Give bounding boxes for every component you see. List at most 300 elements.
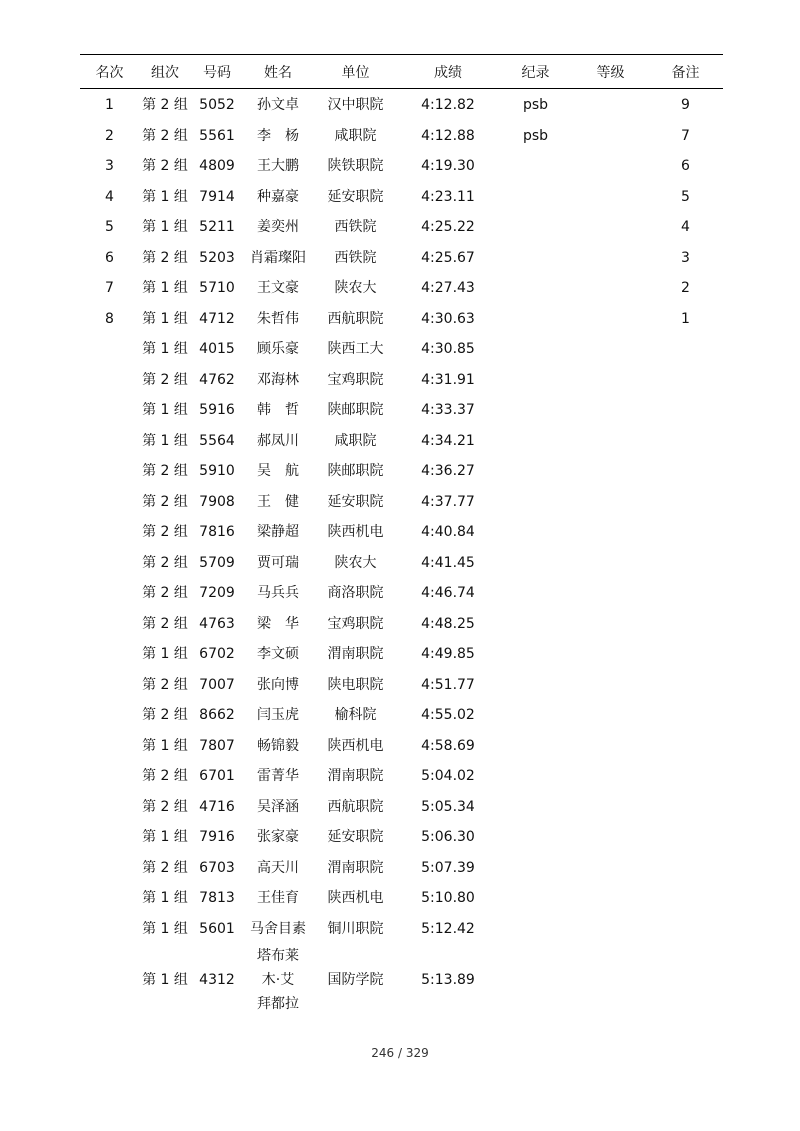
points-cell <box>648 700 723 731</box>
header-unit: 单位 <box>313 55 398 89</box>
record-cell <box>498 273 573 304</box>
name-cell: 种嘉豪 <box>257 188 299 205</box>
bib-cell: 6703 <box>199 859 235 876</box>
header-rank: 名次 <box>80 55 139 89</box>
result-cell: 5:10.80 <box>421 890 475 907</box>
rank-cell <box>80 548 139 579</box>
rank-cell <box>80 731 139 762</box>
result-cell: 5:07.39 <box>421 859 475 876</box>
record-cell <box>498 792 573 823</box>
rank-cell: 5 <box>105 219 114 236</box>
rank-cell <box>80 578 139 609</box>
table-row <box>80 761 723 792</box>
name-cell <box>243 944 313 1016</box>
table-row <box>80 304 723 335</box>
rank-cell <box>80 853 139 884</box>
header-row <box>80 55 723 89</box>
bib-cell: 7209 <box>199 585 235 602</box>
unit-cell: 陕铁职院 <box>327 158 384 175</box>
bib-cell: 5203 <box>199 249 235 266</box>
grade-cell <box>573 182 648 213</box>
points-cell: 6 <box>681 158 690 175</box>
table-row <box>80 517 723 548</box>
name-cell: 郝凤川 <box>257 432 299 449</box>
results-table <box>80 54 723 1016</box>
rank-cell <box>80 914 139 945</box>
record-cell <box>498 517 573 548</box>
group-cell: 第 1 组 <box>142 432 188 449</box>
result-cell: 4:51.77 <box>421 676 475 693</box>
rank-cell <box>80 944 139 1016</box>
table-row <box>80 212 723 243</box>
table-row <box>80 182 723 213</box>
group-cell: 第 2 组 <box>142 127 188 144</box>
group-cell: 第 2 组 <box>142 859 188 876</box>
result-cell: 4:27.43 <box>421 280 475 297</box>
name-cell: 王佳育 <box>257 890 299 907</box>
points-cell <box>648 578 723 609</box>
rank-cell <box>80 700 139 731</box>
rank-cell <box>80 670 139 701</box>
unit-cell: 汉中职院 <box>327 97 384 114</box>
unit-cell: 延安职院 <box>327 493 384 510</box>
result-cell: 4:23.11 <box>421 188 475 205</box>
points-cell <box>648 670 723 701</box>
header-record: 纪录 <box>498 55 573 89</box>
rank-cell <box>80 639 139 670</box>
name-cell: 王文豪 <box>257 280 299 297</box>
result-cell: 4:40.84 <box>421 524 475 541</box>
header-name: 姓名 <box>243 55 313 89</box>
result-cell: 4:25.22 <box>421 219 475 236</box>
unit-cell: 宝鸡职院 <box>327 371 384 388</box>
bib-cell: 5916 <box>199 402 235 419</box>
name-cell: 贾可瑞 <box>257 554 299 571</box>
table-row <box>80 487 723 518</box>
grade-cell <box>573 822 648 853</box>
group-cell: 第 1 组 <box>142 402 188 419</box>
record-cell <box>498 700 573 731</box>
name-cell: 邓海林 <box>257 371 299 388</box>
name-cell: 张家豪 <box>257 829 299 846</box>
record-cell <box>498 304 573 335</box>
points-cell <box>648 548 723 579</box>
table-header <box>80 55 723 89</box>
grade-cell <box>573 731 648 762</box>
unit-cell: 陕农大 <box>334 280 377 297</box>
group-cell: 第 1 组 <box>142 890 188 907</box>
unit-cell: 宝鸡职院 <box>327 615 384 632</box>
rank-cell <box>80 487 139 518</box>
points-cell: 2 <box>681 280 690 297</box>
bib-cell: 5052 <box>199 97 235 114</box>
table-row <box>80 853 723 884</box>
table-row <box>80 365 723 396</box>
rank-cell <box>80 365 139 396</box>
name-cell: 王大鹏 <box>257 158 299 175</box>
bib-cell: 4809 <box>199 158 235 175</box>
group-cell: 第 1 组 <box>142 280 188 297</box>
bib-cell: 7816 <box>199 524 235 541</box>
record-cell <box>498 151 573 182</box>
name-cell: 马舍目素 <box>250 920 306 937</box>
result-cell: 5:12.42 <box>421 920 475 937</box>
table-row <box>80 121 723 152</box>
points-cell <box>648 731 723 762</box>
bib-cell: 7807 <box>199 737 235 754</box>
points-cell: 1 <box>681 310 690 327</box>
bib-cell: 5709 <box>199 554 235 571</box>
points-cell: 4 <box>681 219 690 236</box>
header-bib: 号码 <box>191 55 243 89</box>
unit-cell: 延安职院 <box>327 188 384 205</box>
name-cell: 顾乐豪 <box>257 341 299 358</box>
record-cell <box>498 212 573 243</box>
header-grade: 等级 <box>573 55 648 89</box>
name-cell: 闫玉虎 <box>257 707 299 724</box>
group-cell: 第 1 组 <box>142 310 188 327</box>
bib-cell: 4763 <box>199 615 235 632</box>
grade-cell <box>573 670 648 701</box>
table-row <box>80 822 723 853</box>
group-cell: 第 2 组 <box>142 676 188 693</box>
bib-cell: 7007 <box>199 676 235 693</box>
name-cell: 吴 航 <box>257 463 299 480</box>
bib-cell: 4712 <box>199 310 235 327</box>
result-cell: 4:58.69 <box>421 737 475 754</box>
grade-cell <box>573 700 648 731</box>
name-cell: 朱哲伟 <box>257 310 299 327</box>
unit-cell: 渭南职院 <box>327 646 384 663</box>
result-cell: 4:37.77 <box>421 493 475 510</box>
grade-cell <box>573 578 648 609</box>
name-cell: 高天川 <box>257 859 299 876</box>
points-cell: 5 <box>681 188 690 205</box>
points-cell <box>648 822 723 853</box>
bib-cell: 5910 <box>199 463 235 480</box>
bib-cell: 5561 <box>199 127 235 144</box>
unit-cell: 延安职院 <box>327 829 384 846</box>
name-cell: 王 健 <box>257 493 299 510</box>
grade-cell <box>573 639 648 670</box>
points-cell <box>648 365 723 396</box>
result-cell: 5:13.89 <box>421 972 475 988</box>
record-cell <box>498 822 573 853</box>
rank-cell <box>80 456 139 487</box>
grade-cell <box>573 761 648 792</box>
page-number: 246 / 329 <box>371 1046 429 1060</box>
name-cell: 李文硕 <box>257 646 299 663</box>
bib-cell: 4312 <box>199 972 235 988</box>
result-cell: 4:12.88 <box>421 127 475 144</box>
rank-cell: 8 <box>105 310 114 327</box>
unit-cell: 陕农大 <box>334 554 377 571</box>
grade-cell <box>573 273 648 304</box>
group-cell: 第 1 组 <box>142 829 188 846</box>
grade-cell <box>573 914 648 945</box>
record-cell <box>498 487 573 518</box>
result-cell: 4:33.37 <box>421 402 475 419</box>
group-cell: 第 2 组 <box>142 97 188 114</box>
grade-cell <box>573 365 648 396</box>
result-cell: 4:30.63 <box>421 310 475 327</box>
group-cell: 第 2 组 <box>142 585 188 602</box>
table-row <box>80 944 723 1016</box>
unit-cell: 国防学院 <box>327 972 384 988</box>
group-cell: 第 1 组 <box>142 219 188 236</box>
bib-cell: 6701 <box>199 768 235 785</box>
name-text: 塔布莱木·艾拜都拉 <box>256 948 299 1012</box>
record-cell <box>498 639 573 670</box>
group-cell: 第 2 组 <box>142 371 188 388</box>
group-cell: 第 2 组 <box>142 463 188 480</box>
unit-cell: 西铁院 <box>334 219 377 236</box>
record-cell <box>498 853 573 884</box>
grade-cell <box>573 456 648 487</box>
record-cell <box>498 761 573 792</box>
grade-cell <box>573 212 648 243</box>
rank-cell <box>80 517 139 548</box>
name-cell: 韩 哲 <box>257 402 299 419</box>
record-cell <box>498 670 573 701</box>
points-cell <box>648 792 723 823</box>
bib-cell: 7916 <box>199 829 235 846</box>
table-row <box>80 548 723 579</box>
result-cell: 5:04.02 <box>421 768 475 785</box>
name-cell: 姜奕州 <box>257 219 299 236</box>
result-cell: 4:31.91 <box>421 371 475 388</box>
unit-cell: 陕西机电 <box>327 524 384 541</box>
group-cell: 第 2 组 <box>142 493 188 510</box>
name-cell: 李 杨 <box>257 127 299 144</box>
bib-cell: 7908 <box>199 493 235 510</box>
name-cell: 吴泽涵 <box>257 798 299 815</box>
record-cell <box>498 548 573 579</box>
record-cell <box>498 243 573 274</box>
table-row <box>80 731 723 762</box>
name-cell: 畅锦毅 <box>257 737 299 754</box>
points-cell <box>648 761 723 792</box>
record-cell <box>498 426 573 457</box>
grade-cell <box>573 548 648 579</box>
table-row <box>80 670 723 701</box>
name-cell: 雷菁华 <box>257 768 299 785</box>
group-cell: 第 2 组 <box>142 554 188 571</box>
result-cell: 4:12.82 <box>421 97 475 114</box>
group-cell: 第 1 组 <box>142 341 188 358</box>
grade-cell <box>573 487 648 518</box>
grade-cell <box>573 151 648 182</box>
result-cell: 4:41.45 <box>421 554 475 571</box>
grade-cell <box>573 243 648 274</box>
table-row <box>80 151 723 182</box>
table-row <box>80 456 723 487</box>
rank-cell <box>80 883 139 914</box>
bib-cell: 8662 <box>199 707 235 724</box>
record-cell <box>498 731 573 762</box>
unit-cell: 咸职院 <box>334 127 377 144</box>
table-row <box>80 609 723 640</box>
rank-cell: 7 <box>105 280 114 297</box>
points-cell <box>648 609 723 640</box>
result-cell: 4:55.02 <box>421 707 475 724</box>
group-cell: 第 2 组 <box>142 524 188 541</box>
points-cell <box>648 456 723 487</box>
result-cell: 5:06.30 <box>421 829 475 846</box>
grade-cell <box>573 304 648 335</box>
grade-cell <box>573 609 648 640</box>
unit-cell: 陕西机电 <box>327 890 384 907</box>
unit-cell: 陕西工大 <box>327 341 384 358</box>
rank-cell <box>80 792 139 823</box>
points-cell <box>648 944 723 1016</box>
grade-cell <box>573 883 648 914</box>
record-cell: psb <box>522 127 549 144</box>
table-row <box>80 395 723 426</box>
table-row <box>80 334 723 365</box>
grade-cell <box>573 426 648 457</box>
header-group: 组次 <box>139 55 191 89</box>
result-cell: 4:34.21 <box>421 432 475 449</box>
points-cell <box>648 487 723 518</box>
rank-cell <box>80 334 139 365</box>
unit-cell: 西铁院 <box>334 249 377 266</box>
bib-cell: 4762 <box>199 371 235 388</box>
group-cell: 第 1 组 <box>142 972 188 988</box>
group-cell: 第 2 组 <box>142 615 188 632</box>
rank-cell <box>80 395 139 426</box>
grade-cell <box>573 334 648 365</box>
bib-cell: 5601 <box>199 920 235 937</box>
record-cell <box>498 182 573 213</box>
bib-cell: 7914 <box>199 188 235 205</box>
unit-cell: 商洛职院 <box>327 585 384 602</box>
grade-cell <box>573 121 648 152</box>
points-cell: 9 <box>681 97 690 114</box>
points-cell <box>648 517 723 548</box>
table-row <box>80 89 723 121</box>
grade-cell <box>573 853 648 884</box>
record-cell <box>498 456 573 487</box>
name-cell: 梁 华 <box>257 615 299 632</box>
table-row <box>80 883 723 914</box>
unit-cell: 铜川职院 <box>327 920 384 937</box>
unit-cell: 渭南职院 <box>327 859 384 876</box>
rank-cell <box>80 426 139 457</box>
points-cell <box>648 639 723 670</box>
group-cell: 第 2 组 <box>142 707 188 724</box>
record-cell <box>498 609 573 640</box>
points-cell: 7 <box>681 127 690 144</box>
table-row <box>80 426 723 457</box>
points-cell <box>648 914 723 945</box>
unit-cell: 陕电职院 <box>327 676 384 693</box>
name-cell: 马兵兵 <box>257 585 299 602</box>
unit-cell: 陕邮职院 <box>327 402 384 419</box>
grade-cell <box>573 944 648 1016</box>
bib-cell: 6702 <box>199 646 235 663</box>
table-row <box>80 273 723 304</box>
result-cell: 5:05.34 <box>421 798 475 815</box>
rank-cell: 4 <box>105 188 114 205</box>
table-row <box>80 914 723 945</box>
unit-cell: 渭南职院 <box>327 768 384 785</box>
points-cell <box>648 883 723 914</box>
group-cell: 第 2 组 <box>142 768 188 785</box>
unit-cell: 西航职院 <box>327 798 384 815</box>
header-points: 备注 <box>648 55 723 89</box>
group-cell: 第 1 组 <box>142 188 188 205</box>
group-cell: 第 1 组 <box>142 646 188 663</box>
rank-cell <box>80 822 139 853</box>
grade-cell <box>573 89 648 121</box>
result-cell: 4:48.25 <box>421 615 475 632</box>
result-cell: 4:30.85 <box>421 341 475 358</box>
unit-cell: 榆科院 <box>334 707 377 724</box>
points-cell <box>648 395 723 426</box>
table-row <box>80 243 723 274</box>
bib-cell: 5564 <box>199 432 235 449</box>
grade-cell <box>573 792 648 823</box>
bib-cell: 4716 <box>199 798 235 815</box>
rank-cell: 2 <box>105 127 114 144</box>
name-cell: 梁静超 <box>257 524 299 541</box>
record-cell <box>498 883 573 914</box>
rank-cell: 6 <box>105 249 114 266</box>
unit-cell: 咸职院 <box>334 432 377 449</box>
group-cell: 第 2 组 <box>142 249 188 266</box>
grade-cell <box>573 395 648 426</box>
record-cell <box>498 334 573 365</box>
record-cell: psb <box>522 97 549 114</box>
points-cell <box>648 426 723 457</box>
result-cell: 4:25.67 <box>421 249 475 266</box>
group-cell: 第 2 组 <box>142 158 188 175</box>
record-cell <box>498 944 573 1016</box>
points-cell <box>648 334 723 365</box>
record-cell <box>498 365 573 396</box>
bib-cell: 5211 <box>199 219 235 236</box>
unit-cell: 西航职院 <box>327 310 384 327</box>
record-cell <box>498 578 573 609</box>
unit-cell: 陕邮职院 <box>327 463 384 480</box>
rank-cell <box>80 609 139 640</box>
name-cell: 肖霜璨阳 <box>250 249 306 266</box>
result-cell: 4:49.85 <box>421 646 475 663</box>
bib-cell: 5710 <box>199 280 235 297</box>
group-cell: 第 1 组 <box>142 737 188 754</box>
name-cell: 张向博 <box>257 676 299 693</box>
group-cell: 第 1 组 <box>142 920 188 937</box>
grade-cell <box>573 517 648 548</box>
group-cell: 第 2 组 <box>142 798 188 815</box>
table-row <box>80 578 723 609</box>
table-row <box>80 700 723 731</box>
points-cell <box>648 853 723 884</box>
rank-cell <box>80 761 139 792</box>
result-cell: 4:46.74 <box>421 585 475 602</box>
header-result: 成绩 <box>398 55 498 89</box>
name-cell: 孙文卓 <box>257 97 299 114</box>
result-cell: 4:19.30 <box>421 158 475 175</box>
rank-cell: 1 <box>105 97 114 114</box>
record-cell <box>498 395 573 426</box>
record-cell <box>498 914 573 945</box>
table-body <box>80 89 723 1017</box>
table-row <box>80 639 723 670</box>
table-row <box>80 792 723 823</box>
rank-cell: 3 <box>105 158 114 175</box>
